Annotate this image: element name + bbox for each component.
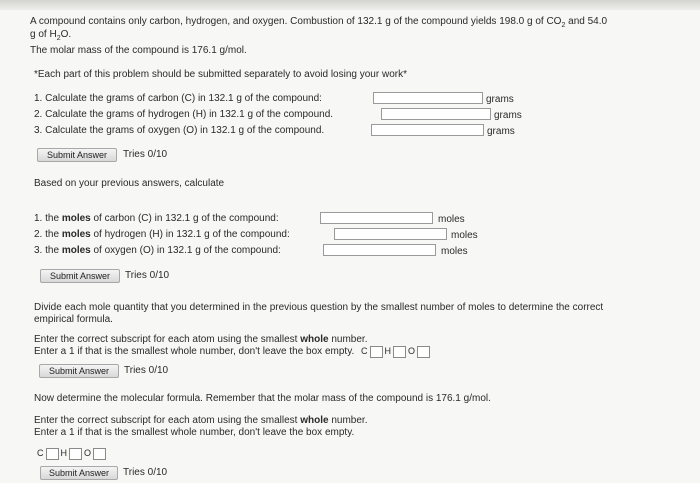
part2-submit-button[interactable]: Submit Answer [40, 269, 120, 283]
empirical-o-label: O [408, 346, 416, 356]
problem-statement-line2: g of $H_2O$. [30, 29, 72, 42]
part3-enter-line2: Enter a 1 if that is the smallest whole number, don't leave the box empty. C H O [34, 345, 431, 358]
part4-enter-line2: Enter a 1 if that is the smallest whole number, don't leave the box empty. [34, 427, 355, 438]
hydrogen-grams-unit: grams [494, 110, 522, 121]
oxygen-grams-input[interactable] [371, 124, 484, 136]
molecular-c-subscript-input[interactable] [46, 448, 59, 460]
carbon-grams-unit: grams [486, 94, 514, 105]
part2-tries: Tries 0/10 [125, 270, 170, 281]
oxygen-moles-input[interactable] [323, 244, 436, 256]
oxygen-grams-unit: grams [487, 126, 515, 137]
molecular-h-subscript-input[interactable] [69, 448, 82, 460]
part2-q1-label: 1. the moles of carbon (C) in 132.1 g of the compound: [34, 213, 279, 224]
part3-enter-line1: Enter the correct subscript for each atom using the smallest whole number. [34, 334, 368, 345]
part4-enter-line1: Enter the correct subscript for each atom using the smallest whole number. [34, 415, 368, 426]
empirical-formula-inputs [360, 346, 431, 357]
oxygen-moles-unit: moles [441, 246, 468, 257]
part3-divide-line1: Divide each mole quantity that you determined in the previous question by the smallest number of moles to determine the correct [34, 302, 604, 313]
part4-molecular-instruction: Now determine the molecular formula. Remember that the molar mass of the compound is 176.1 g/mol. [34, 393, 491, 404]
carbon-moles-unit: moles [438, 214, 465, 225]
empirical-h-subscript-input[interactable] [393, 346, 406, 358]
molecular-o-subscript-input[interactable] [93, 448, 106, 460]
empirical-c-subscript-input[interactable] [370, 346, 383, 358]
molar-mass-text: The molar mass of the compound is 176.1 g/mol. [30, 45, 247, 56]
part1-tries: Tries 0/10 [123, 149, 168, 160]
molecular-o-label: O [84, 448, 92, 458]
carbon-moles-input[interactable] [320, 212, 433, 224]
problem-statement-line1: A compound contains only carbon, hydrogen, and oxygen. Combustion of 132.1 g of the compound yields 198.0 g of $CO_2$ and 54.0 [30, 16, 608, 29]
part3-tries: Tries 0/10 [124, 365, 169, 376]
part2-q3-label: 3. the moles of oxygen (O) in 132.1 g of the compound: [34, 245, 281, 256]
hydrogen-moles-unit: moles [451, 230, 478, 241]
empirical-o-subscript-input[interactable] [417, 346, 430, 358]
empirical-c-label: C [361, 346, 368, 356]
part3-submit-button[interactable]: Submit Answer [39, 364, 119, 378]
molecular-h-label: H [60, 448, 67, 458]
part2-q2-label: 2. the moles of hydrogen (H) in 132.1 g of the compound: [34, 229, 290, 240]
molecular-c-label: C [37, 448, 44, 458]
molecular-formula-inputs [36, 447, 107, 460]
part4-submit-button[interactable]: Submit Answer [40, 466, 118, 480]
hydrogen-moles-input[interactable] [334, 228, 447, 240]
top-edge [0, 0, 700, 10]
hydrogen-grams-input[interactable] [381, 108, 491, 120]
empirical-h-label: H [384, 346, 392, 356]
part2-intro: Based on your previous answers, calculate [34, 178, 225, 189]
part4-tries: Tries 0/10 [123, 467, 168, 478]
carbon-grams-input[interactable] [373, 92, 483, 104]
part3-divide-line2: empirical formula. [34, 314, 113, 325]
part1-submit-button[interactable]: Submit Answer [37, 148, 117, 162]
part1-q2-label: 2. Calculate the grams of hydrogen (H) in 132.1 g of the compound. [34, 109, 334, 120]
submission-note: *Each part of this problem should be submitted separately to avoid losing your work* [34, 69, 407, 80]
part1-q1-label: 1. Calculate the grams of carbon (C) in 132.1 g of the compound: [34, 93, 322, 104]
part1-q3-label: 3. Calculate the grams of oxygen (O) in 132.1 g of the compound. [34, 125, 325, 136]
